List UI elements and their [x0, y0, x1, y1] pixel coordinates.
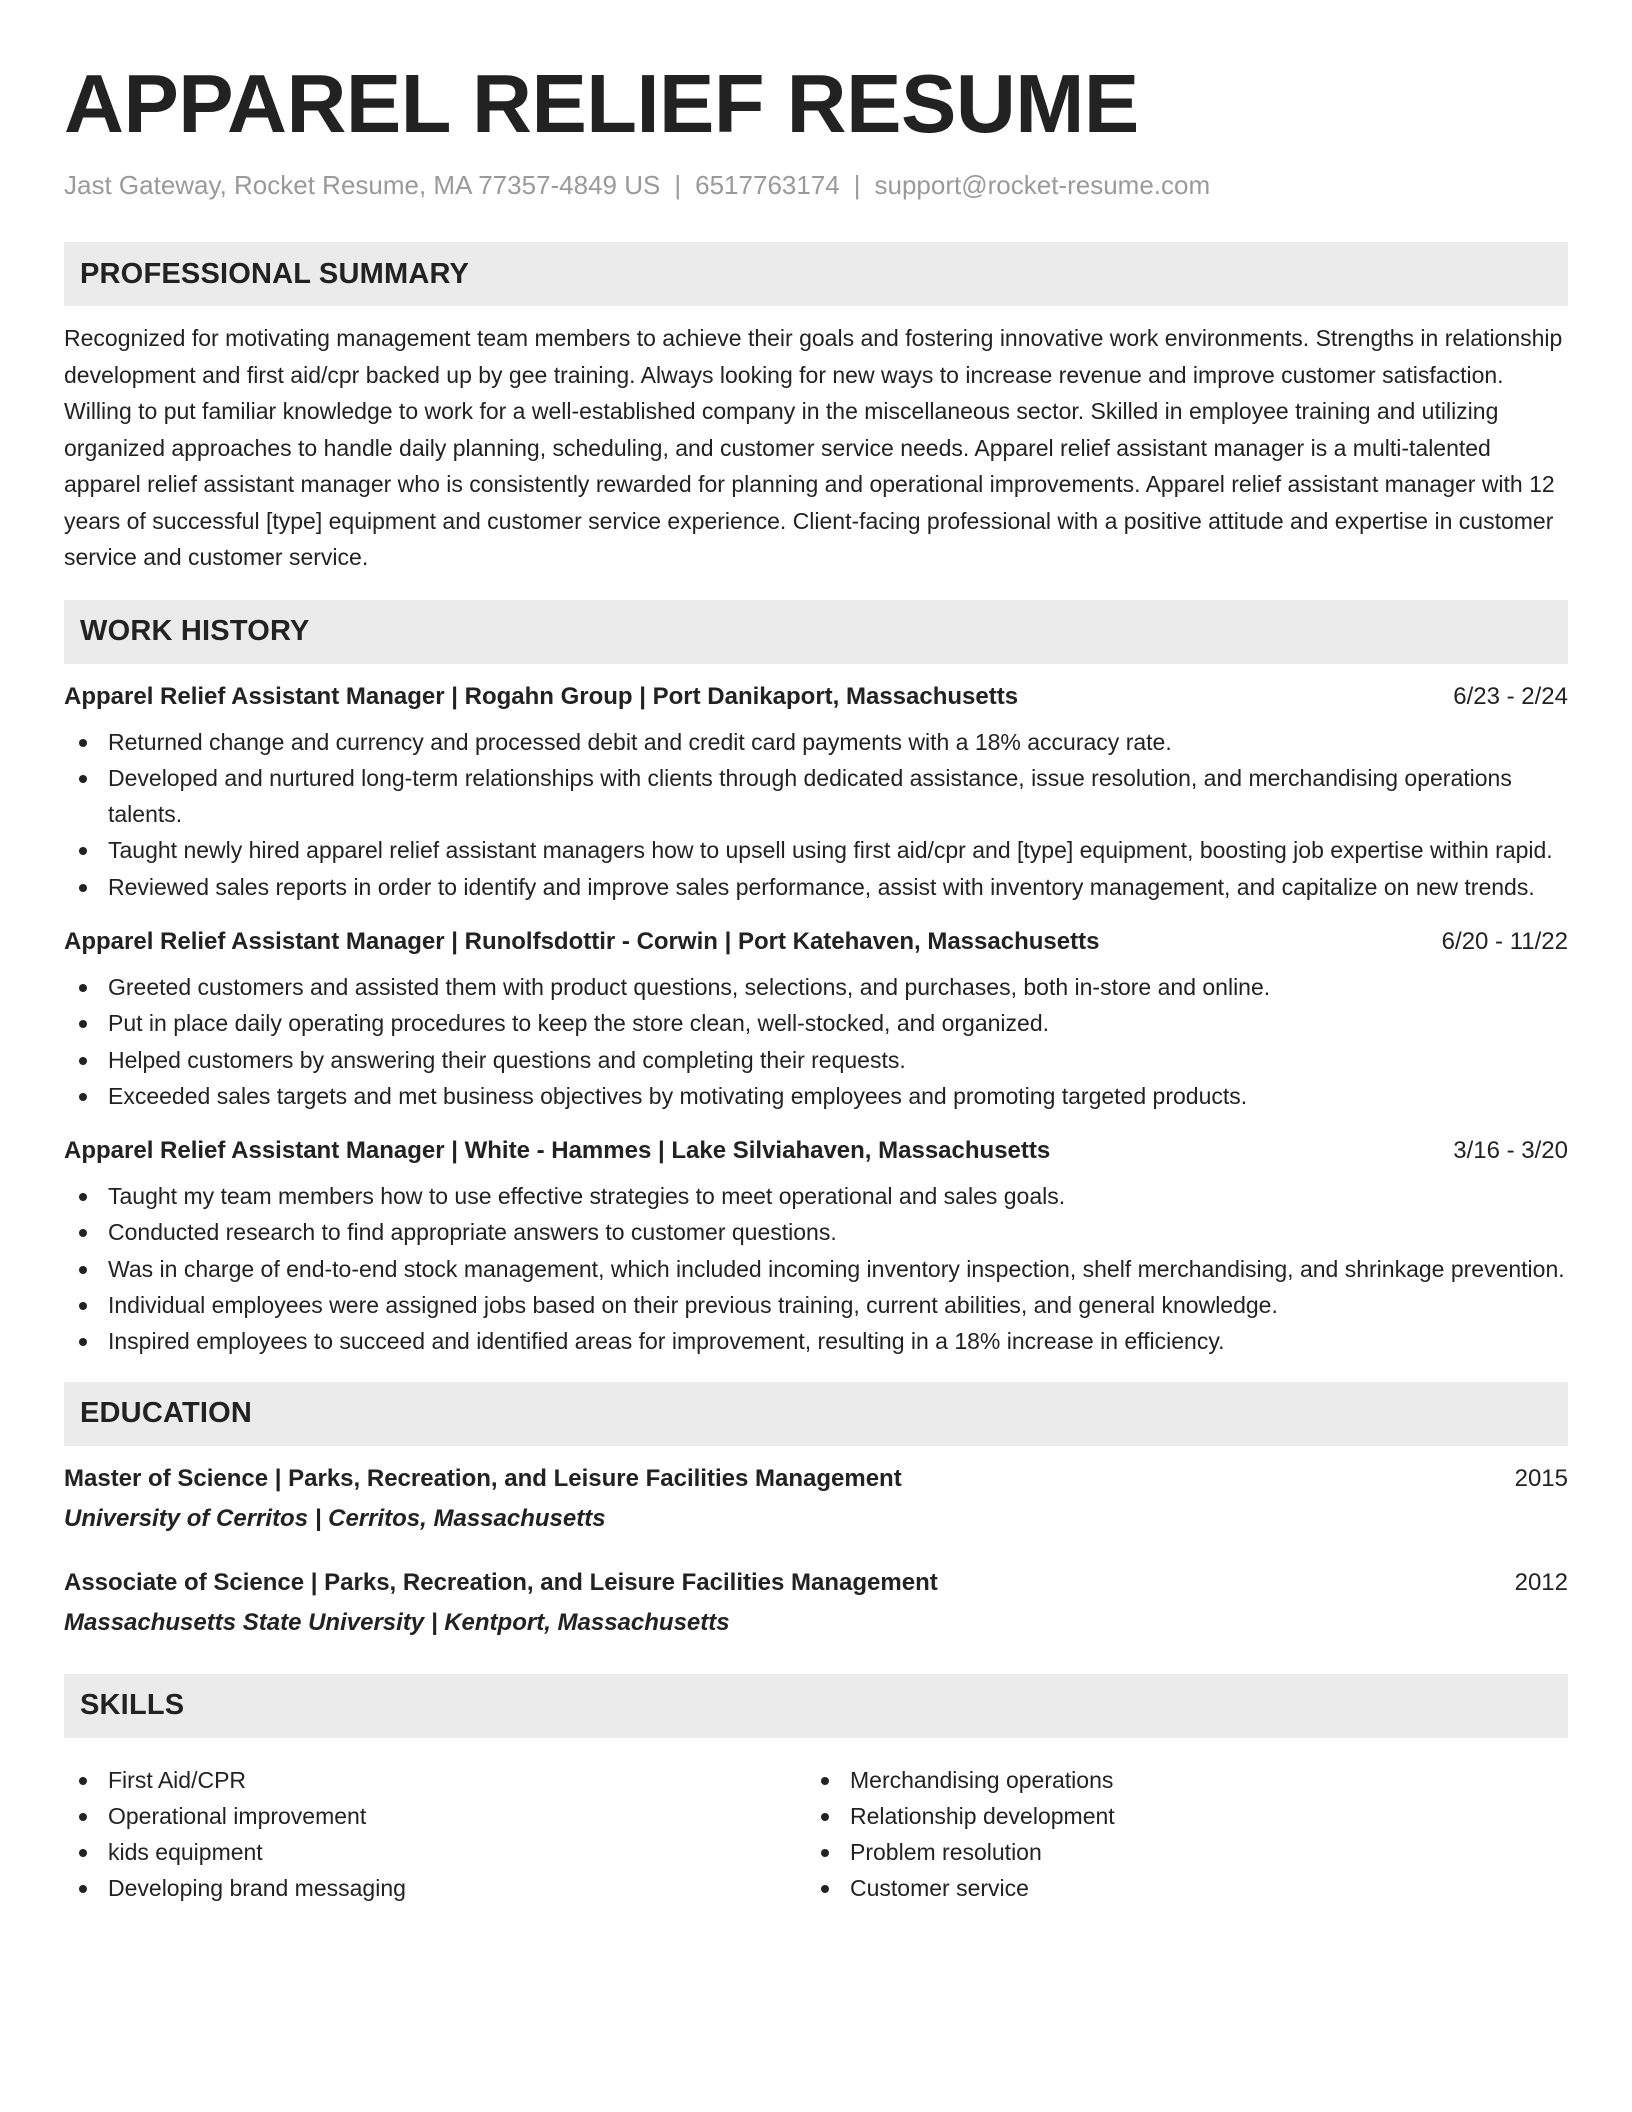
- skill-item: Merchandising operations: [806, 1762, 1548, 1798]
- contact-line: [64, 168, 1568, 202]
- job-entry: [64, 925, 1568, 1114]
- section-heading-skills: SKILLS: [64, 1674, 1568, 1738]
- education-degree: Master of Science | Parks, Recreation, and Leisure Facilities Management: [64, 1464, 902, 1492]
- skill-item: kids equipment: [64, 1834, 806, 1870]
- job-bullet: Taught newly hired apparel relief assistant managers how to upsell using first aid/cpr and [type] equipment, boosting job expertise within rapid.: [64, 832, 1568, 868]
- job-title: Apparel Relief Assistant Manager | White - Hammes | Lake Silviahaven, Massachusetts: [64, 1137, 1051, 1165]
- education-entry: [64, 1566, 1568, 1640]
- contact-email[interactable]: support@rocket-resume.com: [874, 170, 1211, 200]
- education-year: 2015: [1514, 1464, 1568, 1492]
- skills-list-right: [806, 1762, 1548, 1906]
- job-header: [64, 680, 1568, 714]
- skill-item: Relationship development: [806, 1798, 1548, 1834]
- section-heading-education: EDUCATION: [64, 1382, 1568, 1446]
- contact-address: Jast Gateway, Rocket Resume, MA 77357-4849 US: [64, 170, 661, 200]
- contact-separator: |: [674, 170, 682, 200]
- job-entry: [64, 680, 1568, 905]
- skill-item: Problem resolution: [806, 1834, 1548, 1870]
- job-bullet: Individual employees were assigned jobs based on their previous training, current abilities, and general knowledge.: [64, 1287, 1568, 1323]
- job-title: Apparel Relief Assistant Manager | Runolfsdottir - Corwin | Port Katehaven, Massachusetts: [64, 927, 1100, 955]
- job-bullet: Helped customers by answering their questions and completing their requests.: [64, 1042, 1568, 1078]
- education-school: University of Cerritos | Cerritos, Massachusetts: [64, 1504, 606, 1532]
- job-dates: 6/20 - 11/22: [1441, 927, 1568, 955]
- job-bullets: [64, 1178, 1568, 1359]
- resume-title: APPAREL RELIEF RESUME: [64, 57, 1139, 150]
- job-header: [64, 925, 1568, 959]
- job-bullet: Conducted research to find appropriate answers to customer questions.: [64, 1214, 1568, 1250]
- education-header: [64, 1462, 1568, 1496]
- skill-item: Operational improvement: [64, 1798, 806, 1834]
- education-header: [64, 1566, 1568, 1600]
- skill-item: Developing brand messaging: [64, 1870, 806, 1906]
- job-bullet: Exceeded sales targets and met business objectives by motivating employees and promoting targeted products.: [64, 1078, 1568, 1114]
- job-bullet: Developed and nurtured long-term relationships with clients through dedicated assistance, issue resolution, and merchandising operations talents.: [64, 760, 1568, 833]
- contact-separator: |: [853, 170, 861, 200]
- education-entry: [64, 1462, 1568, 1536]
- job-dates: 6/23 - 2/24: [1453, 682, 1568, 710]
- summary-text: Recognized for motivating management team members to achieve their goals and fostering innovative work environments. Strengths in relationship development and first aid/cpr backed up by gee training. Always looking for new ways to increase revenue and improve customer satisfaction. Willing to put familiar knowledge to work for a well-established company in the miscellaneous sector. Skilled in employee training and utilizing organized approaches to handle daily planning, scheduling, and customer service needs. Apparel relief assistant manager is a multi-talented apparel relief assistant manager who is consistently rewarded for planning and operational improvements. Apparel relief assistant manager with 12 years of successful [type] equipment and customer service experience. Client-facing professional with a positive attitude and expertise in customer service and customer service.: [64, 325, 1563, 570]
- job-bullet: Was in charge of end-to-end stock management, which included incoming inventory inspection, shelf merchandising, and shrinkage prevention.: [64, 1251, 1568, 1287]
- section-heading-summary: PROFESSIONAL SUMMARY: [64, 242, 1568, 306]
- education-year: 2012: [1514, 1568, 1568, 1596]
- contact-phone: 6517763174: [695, 170, 840, 200]
- education-school: Massachusetts State University | Kentport, Massachusetts: [64, 1608, 730, 1636]
- job-bullet: Reviewed sales reports in order to identify and improve sales performance, assist with inventory management, and capitalize on new trends.: [64, 869, 1568, 905]
- job-title: Apparel Relief Assistant Manager | Rogahn Group | Port Danikaport, Massachusetts: [64, 682, 1019, 710]
- job-bullet: Inspired employees to succeed and identified areas for improvement, resulting in a 18% increase in efficiency.: [64, 1323, 1568, 1359]
- skills-list-left: [64, 1762, 806, 1906]
- job-entry: [64, 1134, 1568, 1359]
- skill-item: First Aid/CPR: [64, 1762, 806, 1798]
- job-bullets: [64, 724, 1568, 905]
- job-bullet: Greeted customers and assisted them with product questions, selections, and purchases, both in-store and online.: [64, 969, 1568, 1005]
- section-heading-work-history: WORK HISTORY: [64, 600, 1568, 664]
- job-header: [64, 1134, 1568, 1168]
- job-dates: 3/16 - 3/20: [1453, 1137, 1568, 1165]
- job-bullet: Put in place daily operating procedures to keep the store clean, well-stocked, and organized.: [64, 1005, 1568, 1041]
- job-bullet: Returned change and currency and processed debit and credit card payments with a 18% accuracy rate.: [64, 724, 1568, 760]
- education-degree: Associate of Science | Parks, Recreation, and Leisure Facilities Management: [64, 1568, 938, 1596]
- job-bullet: Taught my team members how to use effective strategies to meet operational and sales goals.: [64, 1178, 1568, 1214]
- job-bullets: [64, 969, 1568, 1114]
- skills-columns: [64, 1752, 1568, 1906]
- skill-item: Customer service: [806, 1870, 1548, 1906]
